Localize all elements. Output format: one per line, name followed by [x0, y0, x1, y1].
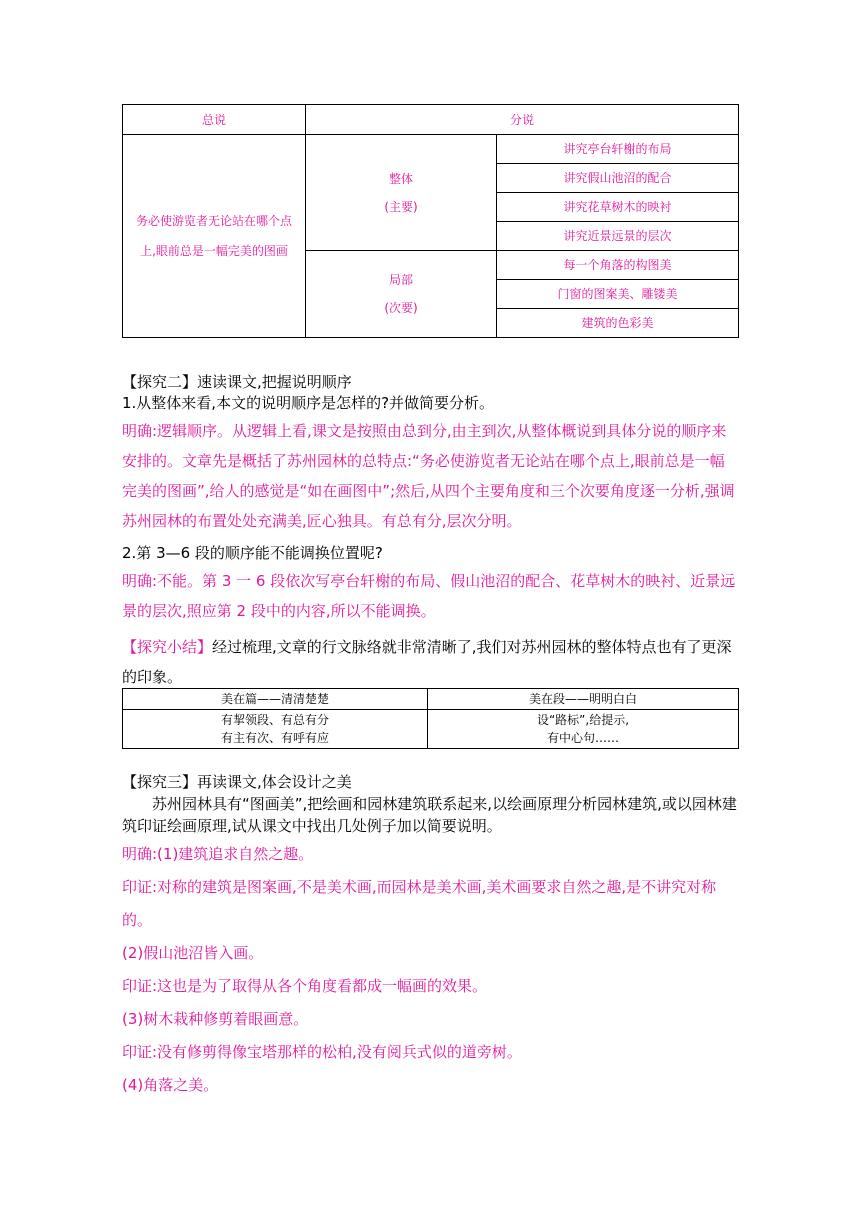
header-fenshuo: 分说	[306, 105, 739, 135]
beauty-right-line: 设“路标”,给提示,	[536, 713, 630, 727]
answer-line: 印证:对称的建筑是图案画,不是美术画,而园林是美术画,美术画要求自然之趣,是不讲究对称的。	[122, 878, 717, 929]
part-cell	[306, 251, 497, 338]
summary-text: 经过梳理,文章的行文脉络就非常清晰了,我们对苏州园林的整体特点也有了更深的印象。	[122, 638, 732, 686]
section2-summary	[122, 632, 738, 692]
answer-line: (4)角落之美。	[122, 1076, 219, 1094]
section2-a1: 明确:逻辑顺序。从逻辑上看,课文是按照由总到分,由主到次,从整体概说到具体分说的顺序来安排的。文章先是概括了苏州园林的总特点:“务必使游览者无论站在哪个点上,眼前总是一幅完美的图画”,给人的感觉是“如在画图中”;然后,从四个主要角度和三个次要角度逐一分析,强调苏州园林的布置处处充满美,匠心独具。有总有分,层次分明。	[122, 422, 735, 530]
whole-item: 讲究亭台轩榭的布局	[497, 135, 739, 164]
section2-a2: 明确:不能。第 3 一 6 段依次写亭台轩榭的布局、假山池沼的配合、花草树木的映衬、近景远景的层次,照应第 2 段中的内容,所以不能调换。	[122, 572, 736, 620]
section3-answers	[122, 838, 738, 1102]
whole-label: 整体	[388, 171, 413, 186]
beauty-left-line: 有挈领段、有总有分	[220, 713, 329, 727]
whole-cell	[306, 135, 497, 251]
beauty-header-left: 美在篇——清清楚楚	[123, 689, 428, 710]
part-item: 门窗的图案美、雕镂美	[497, 280, 739, 309]
part-item: 建筑的色彩美	[497, 309, 739, 338]
beauty-right-cell	[428, 710, 739, 749]
beauty-left-cell	[123, 710, 428, 749]
section2-title: 【探究二】速读课文,把握说明顺序	[122, 373, 352, 391]
structure-table	[122, 104, 739, 338]
header-zongshuo: 总说	[123, 105, 306, 135]
section3-title: 【探究三】再读课文,体会设计之美	[122, 773, 352, 791]
beauty-table	[122, 688, 739, 749]
answer-line: 印证:没有修剪得像宝塔那样的松柏,没有阅兵式似的道旁树。	[122, 1043, 522, 1061]
answer-line: 明确:(1)建筑追求自然之趣。	[122, 845, 314, 863]
part-label: 局部	[388, 273, 413, 287]
zongshuo-text: 务必使游览者无论站在哪个点上,眼前总是一幅完美的图画	[135, 214, 292, 258]
whole-item: 讲究假山池沼的配合	[497, 164, 739, 193]
answer-line: 印证:这也是为了取得从各个角度看都成一幅画的效果。	[122, 977, 488, 995]
beauty-left-line: 有主有次、有呼有应	[220, 731, 329, 745]
beauty-right-line: 有中心句……	[546, 731, 619, 745]
whole-item: 讲究近景远景的层次	[497, 222, 739, 251]
part-item: 每一个角落的构图美	[497, 251, 739, 280]
answer-line: (2)假山池沼皆入画。	[122, 944, 264, 962]
beauty-header-right: 美在段——明明白白	[428, 689, 739, 710]
part-sub: (次要)	[384, 301, 418, 315]
answer-line: (3)树木栽种修剪着眼画意。	[122, 1010, 309, 1028]
whole-sub: (主要)	[384, 199, 418, 214]
summary-label: 【探究小结】	[122, 638, 213, 656]
section3-prompt: 苏州园林具有“图画美”,把绘画和园林建筑联系起来,以绘画原理分析园林建筑,或以园林建筑印证绘画原理,试从课文中找出几处例子加以简要说明。	[122, 795, 737, 835]
section2-q2: 2.第 3—6 段的顺序能不能调换位置呢?	[122, 544, 383, 562]
zongshuo-cell	[123, 135, 306, 338]
whole-item: 讲究花草树木的映衬	[497, 193, 739, 222]
section2-q1: 1.从整体来看,本文的说明顺序是怎样的?并做简要分析。	[122, 394, 495, 412]
